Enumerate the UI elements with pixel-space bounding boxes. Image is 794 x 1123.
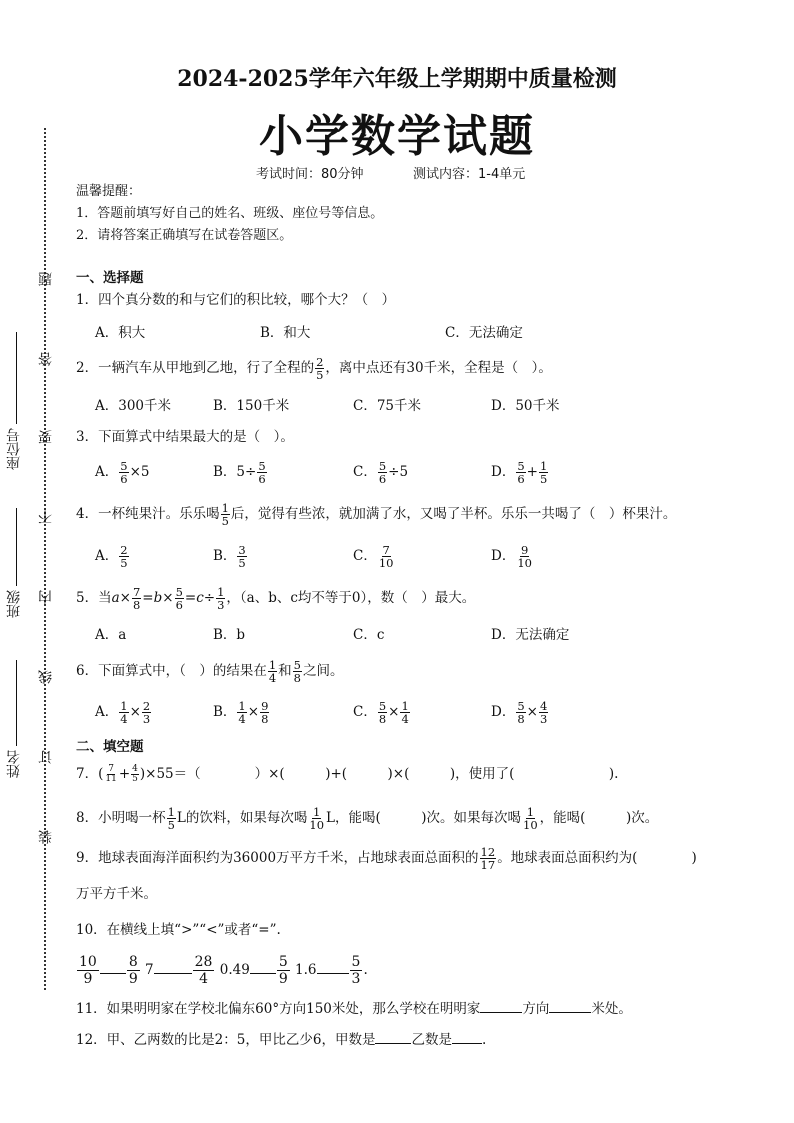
denominator: 4 (199, 971, 209, 987)
q1-option-a: A．积大 (95, 325, 146, 341)
denominator: 10 (517, 556, 532, 570)
q9-pre: 9．地球表面海洋面积约为36000万平方千米，占地球表面总面积的 (76, 850, 479, 866)
denominator: 3 (539, 712, 548, 726)
denominator: 10 (378, 556, 394, 570)
fraction (119, 700, 128, 725)
denominator: 6 (378, 472, 387, 486)
answer-blank[interactable] (480, 1012, 522, 1013)
op: ÷ (203, 590, 216, 606)
numerator: 5 (517, 699, 525, 713)
value: 1.6 (295, 962, 317, 978)
q8-mid2: L，能喝( )次。如果每次喝 (326, 810, 522, 826)
denominator: 4 (401, 712, 409, 726)
numerator: 4 (539, 699, 548, 713)
binding-char-6: 线 (38, 670, 54, 684)
q12-pre: 12．甲、乙两数的比是2：5，甲比乙少6，甲数是 (76, 1032, 376, 1048)
q11-post: 米处。 (591, 1001, 632, 1017)
class-underline (16, 508, 17, 586)
q5-post: ，（a、b、c均不等于0），数（ ）最大。 (226, 590, 476, 606)
q6-option-c (353, 700, 411, 725)
numerator: 3 (238, 543, 246, 557)
denominator: 4 (120, 712, 128, 726)
q3-d-pre: D． (491, 464, 516, 480)
q10-text: 10．在横线上填“>”“<”或者“=”. (76, 922, 281, 938)
q6-b-pre: B． (213, 704, 237, 720)
q3-option-d (491, 460, 549, 485)
numerator: 8 (128, 954, 138, 970)
numerator: 7 (132, 585, 141, 599)
denominator: 9 (83, 971, 93, 987)
fraction (193, 954, 215, 987)
q4-d-pre: D． (491, 548, 516, 564)
binding-char-4: 不 (38, 510, 54, 524)
numerator: 1 (217, 585, 225, 599)
q5-text (76, 586, 475, 611)
fraction (400, 700, 409, 725)
q9-post: 。地球表面总面积约为( ) (497, 850, 697, 866)
var-a: a (111, 590, 120, 606)
q4-a-pre: A． (95, 548, 119, 564)
fraction (131, 765, 139, 784)
q5-option-b: B．b (213, 627, 246, 643)
q12-mid: 乙数是 (411, 1032, 452, 1048)
denominator: 8 (293, 671, 301, 685)
exam-time: 考试时间：80分钟 (256, 167, 364, 182)
q6-c-pre: C． (353, 704, 377, 720)
q2-text (76, 356, 552, 381)
numerator: 1 (221, 501, 229, 515)
numerator: 9 (261, 699, 269, 713)
q6-option-d (491, 700, 549, 725)
q4-option-a (95, 544, 130, 569)
class-label: 班级 (6, 590, 22, 618)
denominator: 10 (309, 818, 325, 832)
q6-d-pre: D． (491, 704, 516, 720)
denominator: 6 (258, 472, 266, 486)
q2-option-b: B．150千米 (213, 398, 290, 414)
numerator: 5 (351, 954, 361, 970)
q4-c-pre: C． (353, 548, 377, 564)
q4-option-c (353, 544, 395, 569)
answer-blank[interactable] (452, 1043, 482, 1044)
numerator: 1 (167, 805, 175, 819)
denominator: 5 (132, 774, 138, 784)
q4-pre: 4．一杯纯果汁。乐乐喝 (76, 506, 220, 522)
q5-pre: 5．当 (76, 590, 112, 606)
q1-text: 1．四个真分数的和与它们的积比较，哪个大？（ ） (76, 292, 396, 308)
numerator: 4 (132, 764, 138, 774)
fraction (104, 765, 117, 784)
answer-blank[interactable] (100, 973, 126, 974)
q2-option-c: C．75千米 (353, 398, 422, 414)
op: × (247, 704, 260, 720)
section-1-title: 一、选择题 (76, 270, 144, 286)
fraction (127, 954, 140, 987)
q6-text (76, 659, 344, 684)
q5-option-a: A．a (95, 627, 127, 643)
section-2-title: 二、填空题 (76, 739, 144, 755)
answer-blank[interactable] (375, 1043, 411, 1044)
denominator: 8 (517, 712, 525, 726)
numerator: 5 (378, 699, 387, 713)
exam-content: 测试内容：1-4单元 (413, 167, 526, 182)
numerator: 1 (268, 658, 277, 672)
q3-c-pre: C． (353, 464, 377, 480)
denominator: 6 (175, 598, 183, 612)
end: . (363, 962, 368, 978)
numerator: 10 (79, 954, 97, 970)
denominator: 8 (132, 598, 141, 612)
q3-option-b (213, 460, 268, 485)
q3-option-a (95, 460, 149, 485)
op: × (388, 704, 400, 720)
numerator: 12 (480, 845, 496, 859)
denominator: 10 (523, 818, 538, 832)
q3-a-pre: A． (95, 464, 119, 480)
fraction (119, 460, 128, 485)
q7-post: )×55＝（ ）×( )+( )×( )，使用了( ). (139, 766, 619, 782)
numerator: 5 (120, 459, 128, 473)
fraction (132, 586, 141, 611)
q2-pre: 2．一辆汽车从甲地到乙地，行了全程的 (76, 360, 315, 376)
denominator: 9 (278, 971, 288, 987)
value: 0.49 (219, 962, 250, 978)
fraction (260, 700, 269, 725)
binding-char-8: 装 (38, 830, 54, 844)
fraction (516, 700, 525, 725)
tips-heading: 温馨提醒： (76, 184, 142, 199)
denominator: 5 (221, 514, 229, 528)
seat-underline (16, 332, 17, 424)
q5-option-d: D．无法确定 (491, 627, 570, 643)
q12-text (76, 1030, 486, 1050)
q6-mid: 和 (278, 663, 292, 679)
q9-text (76, 846, 697, 871)
numerator: 1 (539, 459, 548, 473)
numerator: 9 (520, 543, 529, 557)
name-underline (16, 660, 17, 746)
fraction (77, 954, 99, 987)
numerator: 1 (313, 805, 321, 819)
denominator: 11 (105, 774, 117, 784)
numerator: 1 (401, 699, 409, 713)
q3-option-c (353, 460, 408, 485)
q10-comparisons (76, 954, 368, 987)
numerator: 5 (517, 459, 525, 473)
numerator: 5 (278, 954, 288, 970)
binding-char-1: 题 (38, 272, 54, 286)
fraction (221, 502, 230, 527)
op: = (142, 590, 154, 606)
fraction (237, 544, 246, 569)
numerator: 1 (120, 699, 128, 713)
q4-text (76, 502, 676, 527)
q2-post: ，离中点还有30千米，全程是（ ）。 (325, 360, 552, 376)
q1-option-b: B．和大 (260, 325, 311, 341)
denominator: 5 (167, 818, 175, 832)
fraction (216, 586, 225, 611)
binding-char-7: 订 (38, 750, 54, 764)
numerator: 7 (108, 764, 114, 774)
binding-char-3: 要 (38, 430, 54, 444)
fraction (480, 846, 497, 871)
denominator: 17 (480, 858, 496, 872)
binding-char-2: 答 (38, 352, 54, 366)
q12-post: . (481, 1032, 487, 1048)
q8-mid1: L的饮料，如果每次喝 (176, 810, 308, 826)
fraction (293, 659, 302, 684)
numerator: 1 (238, 699, 246, 713)
answer-blank[interactable] (154, 973, 192, 974)
q3-b-pre: B．5÷ (213, 464, 257, 480)
fraction (539, 700, 548, 725)
op: × (129, 704, 141, 720)
denominator: 6 (517, 472, 525, 486)
op: × (119, 590, 131, 606)
answer-blank[interactable] (250, 973, 276, 974)
fraction (257, 460, 266, 485)
q3-c-post: ÷5 (388, 464, 409, 480)
fraction (268, 659, 277, 684)
q6-option-a (95, 700, 152, 725)
denominator: 8 (378, 712, 387, 726)
fraction (522, 806, 539, 831)
q3-text: 3．下面算式中结果最大的是（ ）。 (76, 429, 294, 445)
q3-a-post: ×5 (129, 464, 150, 480)
denominator: 5 (316, 368, 324, 382)
tips-item-1: 1．答题前填写好自己的姓名、班级、座位号等信息。 (76, 206, 384, 221)
numerator: 5 (293, 658, 301, 672)
fraction (378, 460, 387, 485)
denominator: 9 (128, 971, 138, 987)
numerator: 2 (142, 699, 151, 713)
q8-post: ，能喝( )次。 (539, 810, 659, 826)
q1-option-c: C．无法确定 (445, 325, 523, 341)
q4-b-pre: B． (213, 548, 237, 564)
q7-text (76, 764, 618, 784)
denominator: 6 (120, 472, 128, 486)
q11-mid: 方向 (522, 1001, 550, 1017)
fraction (308, 806, 325, 831)
q8-text (76, 806, 658, 831)
fraction (539, 460, 548, 485)
q11-pre: 11．如果明明家在学校北偏东60°方向150米处，那么学校在明明家 (76, 1001, 481, 1017)
denominator: 5 (238, 556, 246, 570)
q3-d-op: + (526, 464, 538, 480)
fraction (378, 544, 395, 569)
answer-blank[interactable] (317, 973, 349, 974)
q5-option-c: C．c (353, 627, 385, 643)
q6-option-b (213, 700, 270, 725)
op: + (118, 766, 131, 782)
denominator: 3 (217, 598, 225, 612)
fraction (175, 586, 184, 611)
q4-post: 后，觉得有些浓，就加满了水，又喝了半杯。乐乐一共喝了（ ）杯果汁。 (230, 506, 677, 522)
fraction (350, 954, 363, 987)
fraction (516, 544, 533, 569)
numerator: 2 (120, 543, 128, 557)
op: = (184, 590, 197, 606)
numerator: 28 (194, 954, 213, 970)
title-main: 小学数学试题 (259, 111, 535, 162)
fraction (277, 954, 290, 987)
op: × (526, 704, 538, 720)
denominator: 5 (120, 556, 128, 570)
answer-blank[interactable] (549, 1012, 591, 1013)
fraction (378, 700, 387, 725)
fraction (142, 700, 151, 725)
numerator: 2 (316, 355, 324, 369)
numerator: 5 (175, 585, 183, 599)
q11-text (76, 999, 632, 1019)
var-c: c (196, 590, 204, 606)
tips-item-2: 2．请将答案正确填写在试卷答题区。 (76, 228, 293, 243)
q4-option-b (213, 544, 248, 569)
value: 7 (145, 962, 154, 978)
q6-post: 之间。 (303, 663, 344, 679)
q6-a-pre: A． (95, 704, 119, 720)
denominator: 3 (351, 971, 361, 987)
q7-pre: 7．( (76, 766, 104, 782)
op: × (162, 590, 174, 606)
binding-char-5: 内 (38, 590, 54, 604)
denominator: 8 (261, 712, 269, 726)
q9-line2: 万平方千米。 (76, 886, 157, 902)
var-b: b (153, 590, 163, 606)
binding-dotted-line (44, 128, 46, 990)
denominator: 5 (539, 472, 548, 486)
numerator: 7 (382, 543, 390, 557)
numerator: 5 (258, 459, 266, 473)
denominator: 3 (142, 712, 151, 726)
title-top: 2024-2025学年六年级上学期期中质量检测 (177, 66, 617, 92)
denominator: 4 (238, 712, 246, 726)
name-label: 姓名 (6, 750, 22, 778)
q2-option-d: D．50千米 (491, 398, 560, 414)
fraction (167, 806, 176, 831)
numerator: 1 (526, 805, 535, 819)
q6-pre: 6．下面算式中，（ ）的结果在 (76, 663, 267, 679)
q4-option-d (491, 544, 534, 569)
seat-label: 座位号 (6, 428, 22, 470)
denominator: 4 (268, 671, 277, 685)
fraction (119, 544, 128, 569)
fraction (315, 356, 324, 381)
q2-option-a: A．300千米 (95, 398, 172, 414)
numerator: 5 (378, 459, 387, 473)
q8-pre: 8．小明喝一杯 (76, 810, 166, 826)
fraction (516, 460, 525, 485)
fraction (237, 700, 246, 725)
